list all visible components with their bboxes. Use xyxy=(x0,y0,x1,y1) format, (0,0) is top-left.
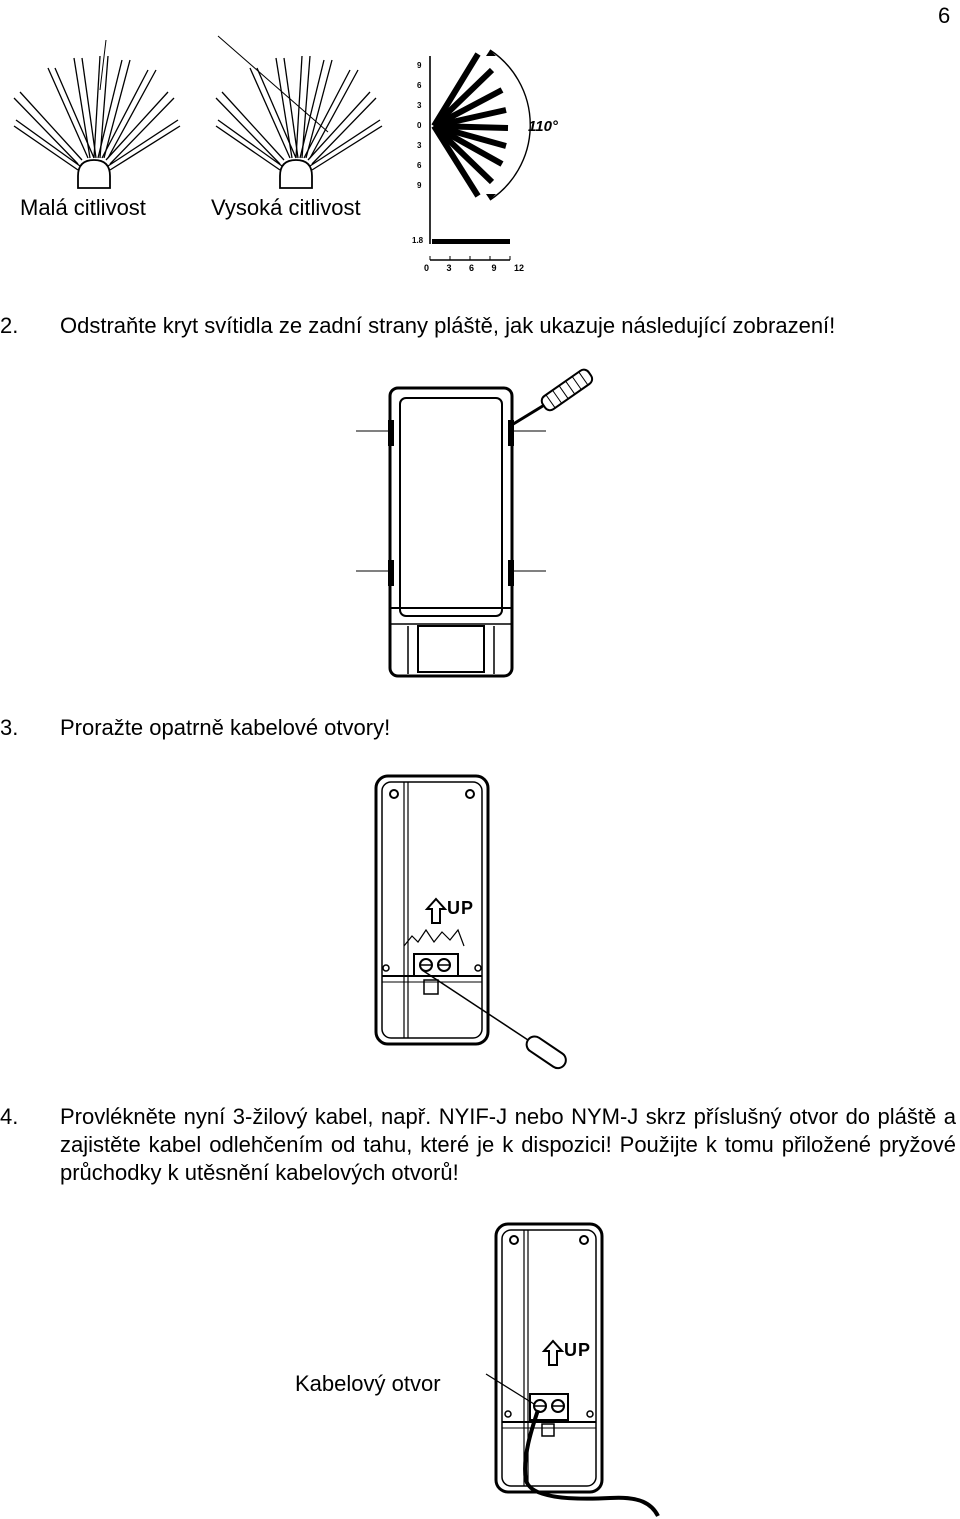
step2-number: 2. xyxy=(0,313,19,338)
cable-hole-diagram xyxy=(470,1218,730,1518)
detection-range-diagram xyxy=(410,48,570,278)
y-tick: 9 xyxy=(417,61,422,70)
y-extra-tick-label: 1.8 xyxy=(412,236,424,245)
cover-removal-diagram xyxy=(350,370,600,690)
x-tick: 9 xyxy=(491,263,497,273)
page-number: 6 xyxy=(938,3,951,28)
x-tick: 12 xyxy=(513,263,524,273)
step3-text: Proražte opatrně kabelové otvory! xyxy=(60,715,391,740)
y-tick: 0 xyxy=(417,121,422,130)
angle-label: 110° xyxy=(528,118,558,135)
x-tick: 0 xyxy=(424,263,430,273)
high-sensitivity-fan-diagram xyxy=(210,30,390,190)
y-tick: 9 xyxy=(417,181,422,190)
label-low-sensitivity: Malá citlivost xyxy=(20,195,146,220)
knockout-cable-holes-diagram xyxy=(360,770,600,1080)
y-tick-labels xyxy=(417,56,431,196)
x-tick: 6 xyxy=(468,263,474,273)
y-tick: 6 xyxy=(417,161,422,170)
x-tick: 3 xyxy=(446,263,452,273)
step4-number: 4. xyxy=(0,1104,19,1129)
y-tick: 3 xyxy=(417,101,422,110)
label-high-sensitivity: Vysoká citlivost xyxy=(211,195,361,220)
up-arrow-icon xyxy=(543,1340,563,1371)
step3-number: 3. xyxy=(0,715,19,740)
x-tick-labels xyxy=(424,263,524,273)
step4-text: Provlékněte nyní 3-žilový kabel, např. NYIF-J nebo NYM-J skrz příslušný otvor do pláště a zajistěte kabel odlehčením od tahu, které je k dispozici! Použijte k tomu přiložené pryžové průchodky k utěsnění kabelových otvorů! xyxy=(60,1104,956,1185)
low-sensitivity-fan-diagram xyxy=(8,30,188,190)
step2-text: Odstraňte kryt svítidla ze zadní strany pláště, jak ukazuje následující zobrazení! xyxy=(60,313,836,338)
cable-hole-label: Kabelový otvor xyxy=(295,1371,441,1396)
up-label: UP xyxy=(447,898,475,918)
up-label: UP xyxy=(564,1340,592,1360)
y-tick: 6 xyxy=(417,81,422,90)
up-arrow-icon xyxy=(426,898,446,929)
y-tick: 3 xyxy=(417,141,422,150)
